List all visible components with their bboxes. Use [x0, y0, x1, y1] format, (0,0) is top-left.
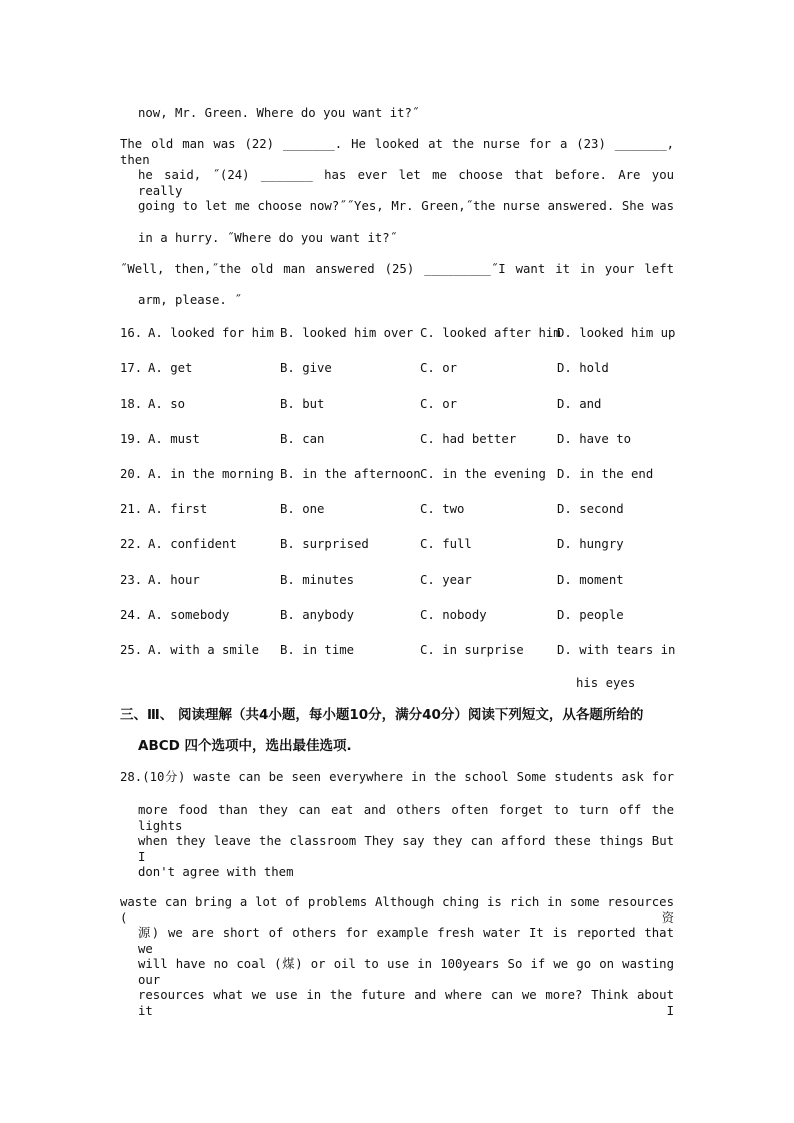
option-a: A. so [148, 397, 186, 411]
option-b: B. give [280, 361, 332, 375]
option-a: A. must [148, 432, 200, 446]
option-c: C. full [420, 537, 472, 551]
question-number: 19. [120, 432, 143, 446]
option-c: C. or [420, 397, 458, 411]
option-b: B. in time [280, 643, 355, 657]
option-a: A. confident [148, 537, 237, 551]
question-row [120, 360, 680, 376]
passage-line: he said, ˝(24) _______ has ever let me choose that before. Are you really [138, 168, 674, 198]
question-number: 20. [120, 467, 143, 481]
option-a: A. somebody [148, 608, 230, 622]
question-number: 21. [120, 502, 143, 516]
option-a: A. hour [148, 573, 200, 587]
option-d: D. hungry [557, 537, 624, 551]
option-c: C. nobody [420, 608, 487, 622]
question-number: 24. [120, 608, 143, 622]
option-b: B. in the afternoon [280, 467, 421, 481]
option-d: D. moment [557, 573, 624, 587]
question-row [120, 431, 680, 447]
option-a: A. in the morning [148, 467, 274, 481]
question-number: 22. [120, 537, 143, 551]
question-number: 23. [120, 573, 143, 587]
section-heading: 三、Ⅲ、 阅读理解（共4小题，每小题10分，满分40分）阅读下列短文，从各题所给的 [120, 707, 644, 723]
option-c: C. year [420, 573, 472, 587]
option-b: B. looked him over [280, 326, 414, 340]
question-row [120, 396, 680, 412]
reading-line: don't agree with them [138, 865, 294, 879]
option-b: B. but [280, 397, 325, 411]
reading-line: resources what we use in the future and where can we more? Think about it I [138, 988, 674, 1018]
passage-line: The old man was (22) _______. He looked at the nurse for a (23) _______, then [120, 137, 674, 167]
question-row [120, 536, 680, 552]
option-c: C. or [420, 361, 458, 375]
question-row [120, 325, 680, 341]
question-number: 18. [120, 397, 143, 411]
option-d: D. people [557, 608, 624, 622]
option-b: B. minutes [280, 573, 355, 587]
option-b: B. can [280, 432, 325, 446]
option-a: A. looked for him [148, 326, 274, 340]
option-a: A. first [148, 502, 208, 516]
option-c: C. in the evening [420, 467, 546, 481]
option-d: D. with tears in [557, 643, 676, 657]
option-b: B. one [280, 502, 325, 516]
option-b: B. anybody [280, 608, 355, 622]
option-d: D. second [557, 502, 624, 516]
option-d: D. in the end [557, 467, 654, 481]
option-d-continuation: his eyes [576, 676, 636, 690]
passage-line: ˝Well, then,˝the old man answered (25) _________˝I want it in your left [120, 262, 674, 276]
question-row [120, 572, 680, 588]
option-a: A. with a smile [148, 643, 260, 657]
passage-line: now, Mr. Green. Where do you want it?˝ [138, 106, 420, 120]
question-number: 17. [120, 361, 143, 375]
option-d: D. and [557, 397, 602, 411]
passage-line: in a hurry. ˝Where do you want it?˝ [138, 231, 398, 245]
option-c: C. two [420, 502, 465, 516]
reading-line: waste can bring a lot of problems Although ching is rich in some resources (资 [120, 895, 674, 925]
passage-line: arm, please. ˝ [138, 293, 242, 307]
passage-line: going to let me choose now?˝˝Yes, Mr. Green,˝the nurse answered. She was [138, 199, 674, 213]
option-c: C. had better [420, 432, 517, 446]
question-row [120, 607, 680, 623]
reading-line: 28.(10分) waste can be seen everywhere in the school Some students ask for [120, 770, 674, 784]
reading-line: more food than they can eat and others often forget to turn off the lights [138, 803, 674, 833]
question-row [120, 466, 680, 482]
reading-line: will have no coal (煤) or oil to use in 100years So if we go on wasting our [138, 957, 674, 987]
question-number: 25. [120, 643, 143, 657]
question-number: 16. [120, 326, 143, 340]
option-c: C. looked after him [420, 326, 561, 340]
option-d: D. looked him up [557, 326, 676, 340]
section-heading-cont: ABCD 四个选项中，选出最佳选项. [138, 738, 352, 754]
option-d: D. hold [557, 361, 609, 375]
option-c: C. in surprise [420, 643, 524, 657]
option-a: A. get [148, 361, 193, 375]
reading-line: when they leave the classroom They say they can afford these things But I [138, 834, 674, 864]
option-d: D. have to [557, 432, 632, 446]
reading-line: 源) we are short of others for example fresh water It is reported that we [138, 926, 674, 956]
option-b: B. surprised [280, 537, 369, 551]
question-row [120, 642, 680, 658]
question-row [120, 501, 680, 517]
